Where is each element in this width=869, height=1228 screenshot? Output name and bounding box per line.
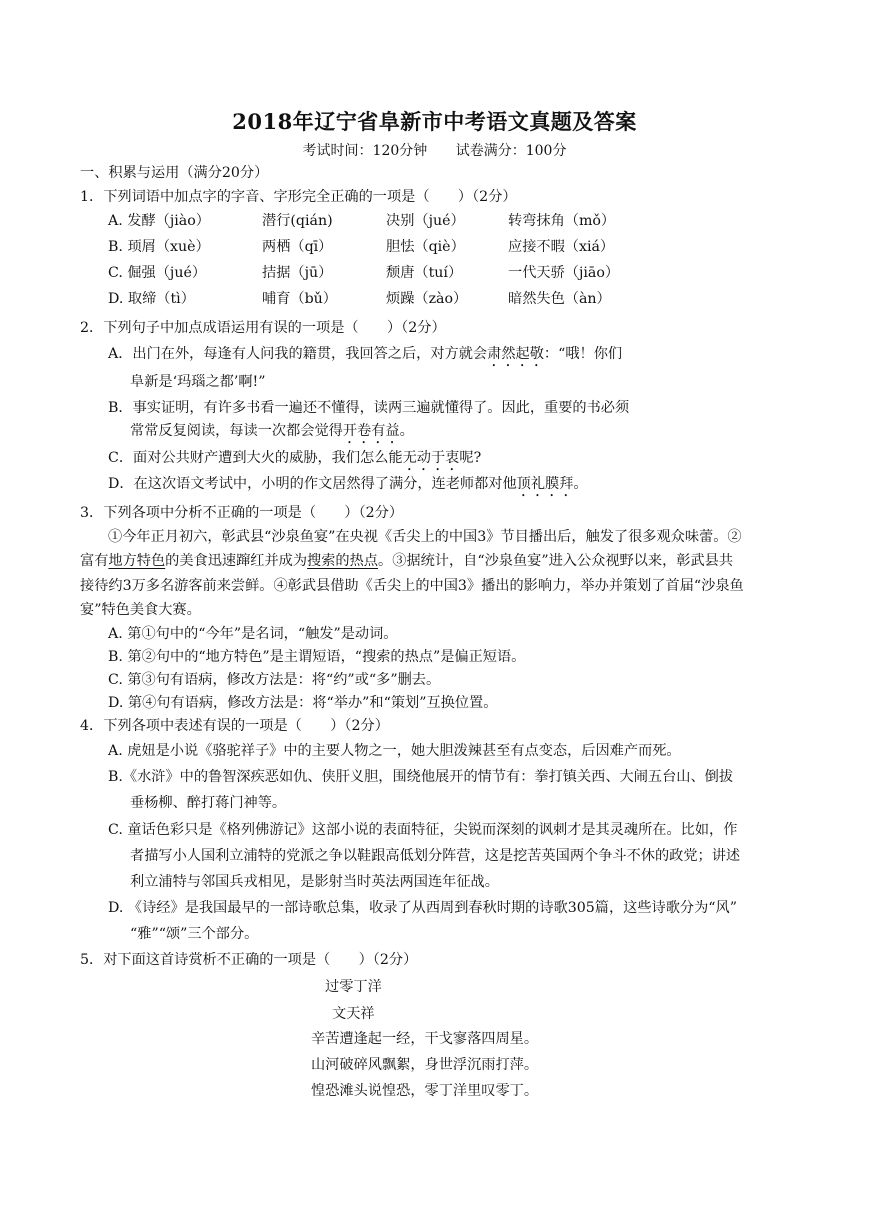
q3-option-a: A. 第①句中的“今年”是名词，“触发”是动词。 xyxy=(108,626,398,642)
q2-b-text: 常常反复阅读，每读一次都会觉得 xyxy=(130,423,343,439)
q1-c-2: 拮据（jū） xyxy=(262,265,333,281)
q2-c-idiom: 无动于衷 xyxy=(402,450,460,466)
q4-option-b: B.《水浒》中的鲁智深疾恶如仇、侠肝义胆，围绕他展开的情节有：拳打镇关西、大闹五台山、倒拔 xyxy=(108,769,734,785)
q2-d-end: 。 xyxy=(573,476,588,492)
poem-author: 文天祥 xyxy=(332,1006,375,1022)
q3-stem: 3．下列各项中分析不正确的一项是（ ）（2分） xyxy=(80,505,404,521)
q3-passage-line-3: 接待约3万多名游客前来尝鲜。④彰武县借助《舌尖上的中国3》播出的影响力，举办并策划了首届“沙泉鱼 xyxy=(80,578,744,594)
poem-line-3: 惶恐滩头说惶恐，零丁洋里叹零丁。 xyxy=(311,1083,539,1099)
q1-d-1: D. 取缔（tì） xyxy=(108,291,195,307)
q2-b-end: 。 xyxy=(399,423,414,439)
q2-b-idiom: 开卷有益 xyxy=(342,423,400,439)
exam-score: 试卷满分：100分 xyxy=(455,143,567,159)
q4-option-d: D. 《诗经》是我国最早的一部诗歌总集，收录了从西周到春秋时期的诗歌305篇，这些诗歌分为“风” xyxy=(108,900,737,916)
q1-a-3: 决别（jué） xyxy=(386,213,465,229)
q3-passage-line-1: ①今年正月初六，彰武县“沙泉鱼宴”在央视《舌尖上的中国3》节目播出后，触发了很多观众味蕾。② xyxy=(108,529,742,545)
q1-b-4: 应接不暇（xiá） xyxy=(508,239,615,255)
poem-title: 过零丁洋 xyxy=(325,979,382,995)
q3-passage-line-4: 宴”特色美食大赛。 xyxy=(80,602,201,618)
q3-p2-b: 的美食迅速蹿红并成为 xyxy=(165,553,308,569)
q2-a-idiom: 肃然起敬 xyxy=(487,346,544,362)
q1-stem: 1．下列词语中加点字的字音、字形完全正确的一项是（ ）（2分） xyxy=(80,189,517,205)
exam-time: 考试时间：120分钟 xyxy=(302,143,428,159)
q2-option-a-cont: 阜新是‘玛瑙之都’啊!” xyxy=(130,374,266,390)
q1-b-1: B. 顼屑（xuè） xyxy=(108,239,210,255)
q1-d-2: 哺育（bǔ） xyxy=(262,291,337,307)
q4-option-a: A. 虎妞是小说《骆驼祥子》中的主要人物之一，她大胆泼辣甚至有点变态，后因难产而死。 xyxy=(108,743,681,759)
q3-p2-underline-1: 地方特色 xyxy=(108,553,166,569)
q3-option-d: D. 第④句有语病，修改方法是：将“举办”和“策划”互换位置。 xyxy=(108,695,498,711)
q4-option-b-cont: 垂杨柳、醉打蒋门神等。 xyxy=(130,795,287,811)
q1-a-2: 潜行(qián) xyxy=(262,213,333,229)
q3-passage-line-2 xyxy=(80,551,733,571)
poem-line-1: 辛苦遭逢起一经，干戈寥落四周星。 xyxy=(311,1031,539,1047)
q4-option-d-cont: “雅”“颂”三个部分。 xyxy=(130,926,259,942)
q2-option-d xyxy=(108,474,588,500)
q1-c-3: 颓唐（tuí） xyxy=(386,265,463,281)
q2-option-b-cont xyxy=(130,421,414,447)
q4-stem: 4．下列各项中表述有误的一项是（ ）（2分） xyxy=(80,718,389,734)
q2-option-a xyxy=(108,344,622,370)
q2-a-end: ：“哦！你们 xyxy=(543,346,623,362)
q2-option-b: B．事实证明，有许多书看一遍还不懂得，读两三遍就懂得了。因此，重要的书必须 xyxy=(108,400,630,416)
q1-b-2: 两栖（qī） xyxy=(262,239,333,255)
q2-option-c xyxy=(108,448,481,474)
q2-stem: 2．下列句子中加点成语运用有误的一项是（ ）（2分） xyxy=(80,320,446,336)
q4-option-c: C. 童话色彩只是《格列佛游记》这部小说的表面特征，尖锐而深刻的讽刺才是其灵魂所在。比如，作 xyxy=(108,822,738,838)
q1-c-1: C. 倔强（jué） xyxy=(108,265,207,281)
q4-option-c-cont-2: 利立浦特与邻国兵戎相见，是影射当时英法两国连年征战。 xyxy=(130,874,499,890)
q3-option-b: B. 第②句中的“地方特色”是主谓短语，“搜索的热点”是偏正短语。 xyxy=(108,649,526,665)
poem-line-2: 山河破碎风飘絮，身世浮沉雨打萍。 xyxy=(311,1057,539,1073)
q2-a-text: A．出门在外，每逢有人问我的籍贯，我回答之后，对方就会 xyxy=(108,346,488,362)
q2-c-end: 呢? xyxy=(459,450,482,466)
q1-b-3: 胆怯（qiè） xyxy=(386,239,465,255)
q2-d-text: D．在这次语文考试中，小明的作文居然得了满分，连老师都对他 xyxy=(108,476,517,492)
page-title: 2018年辽宁省阜新市中考语文真题及答案 xyxy=(232,109,637,134)
q1-a-4: 转弯抹角（mǒ） xyxy=(508,213,616,229)
q3-p2-a: 富有 xyxy=(80,553,109,569)
q5-stem: 5．对下面这首诗赏析不正确的一项是（ ）（2分） xyxy=(80,952,418,968)
q4-option-c-cont-1: 者描写小人国利立浦特的党派之争以鞋跟高低划分阵营，这是挖苦英国两个争斗不休的政党；讲述 xyxy=(130,848,741,864)
q1-a-1: A. 发酵（jiào） xyxy=(108,213,210,229)
q3-option-c: C. 第③句有语病，修改方法是：将“约”或“多”删去。 xyxy=(108,672,441,688)
exam-meta xyxy=(0,140,869,160)
q1-d-4: 暗然失色（àn） xyxy=(508,291,611,307)
q3-p2-underline-2: 搜索的热点 xyxy=(307,553,378,569)
q1-c-4: 一代天骄（jiāo） xyxy=(508,265,620,281)
q2-c-text: C．面对公共财产遭到大火的威胁，我们怎么能 xyxy=(108,450,403,466)
q3-p2-c: 。③据统计，自“沙泉鱼宴”进入公众视野以来，彰武县共 xyxy=(378,553,734,569)
q2-d-idiom: 顶礼膜拜 xyxy=(516,476,574,492)
q1-d-3: 烦躁（zào） xyxy=(386,291,468,307)
section-heading: 一、积累与运用（满分20分） xyxy=(80,165,269,181)
